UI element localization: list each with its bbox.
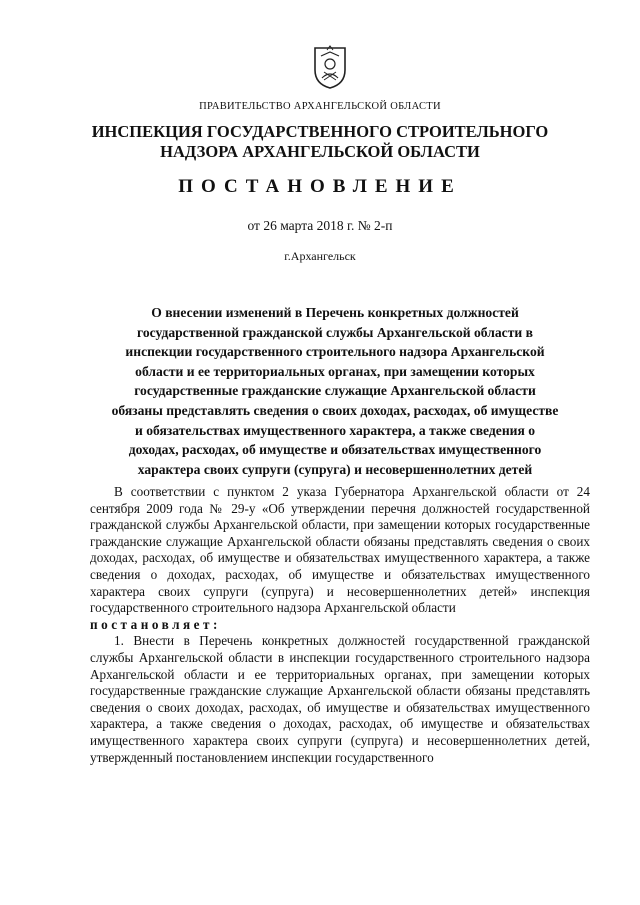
government-name: ПРАВИТЕЛЬСТВО АРХАНГЕЛЬСКОЙ ОБЛАСТИ [199, 101, 441, 112]
item-1-paragraph: 1. Внести в Перечень конкретных должностей государственной гражданской службы Архангельской области в инспекции государственного строительного надзора Архангельской области и ее территориальных органах, при замещении которых государственные гражданские служащие Архангельской области обязаны представлять сведения о своих доходах, расходах, об имуществе и обязательствах имущественного характера, а также сведения о доходах, расходах, об имуществе и обязательствах имущественного характера своих супруги (супруга) и несовершеннолетних детей, утвержденный постановлением инспекции государственного [90, 633, 590, 765]
document-type: ПОСТАНОВЛЕНИЕ [178, 176, 462, 197]
arkhangelsk-coat-of-arms-icon [312, 44, 348, 90]
agency-line-1: ИНСПЕКЦИЯ ГОСУДАРСТВЕННОГО СТРОИТЕЛЬНОГО [91, 122, 549, 141]
subject-line: и обязательствах имущественного характера, а также сведения о [134, 422, 536, 438]
document-city: г.Архангельск [284, 249, 356, 263]
document-body [90, 484, 590, 766]
agency-name [0, 122, 640, 162]
document-subject [100, 303, 570, 479]
subject-line: государственной гражданской службы Архангельской области в [137, 324, 533, 340]
subject-line: характера своих супруги (супруга) и несовершеннолетних детей [137, 461, 533, 477]
resolve-line [90, 617, 590, 634]
preamble-paragraph: В соответствии с пунктом 2 указа Губернатора Архангельской области от 24 сентября 2009 года № 29-у «Об утверждении перечня должностей государственной гражданской службы Архангельской области, при замещении которых государственные гражданские служащие Архангельской области обязаны представлять сведения о своих доходах, расходах, об имуществе и обязательствах имущественного характера, а также сведения о доходах, расходах, об имуществе и обязательствах имущественного характера своих супруги (супруга) и несовершеннолетних детей» инспекция государственного строительного надзора Архангельской области [90, 484, 590, 616]
subject-line: области и ее территориальных органах, при замещении которых [135, 363, 535, 379]
agency-line-2: НАДЗОРА АРХАНГЕЛЬСКОЙ ОБЛАСТИ [160, 142, 480, 161]
subject-line: обязаны представлять сведения о своих доходах, расходах, об имуществе [111, 402, 559, 418]
subject-line: доходах, расходах, об имуществе и обязательствах имущественного [128, 442, 542, 458]
resolve-word: постановляет: [90, 616, 221, 632]
subject-line: О внесении изменений в Перечень конкретных должностей [151, 305, 519, 320]
subject-line: государственные гражданские служащие Архангельской области [134, 383, 536, 399]
document-dateline: от 26 марта 2018 г. № 2-п [247, 218, 393, 233]
subject-line: инспекции государственного строительного надзора Архангельской [125, 344, 545, 360]
